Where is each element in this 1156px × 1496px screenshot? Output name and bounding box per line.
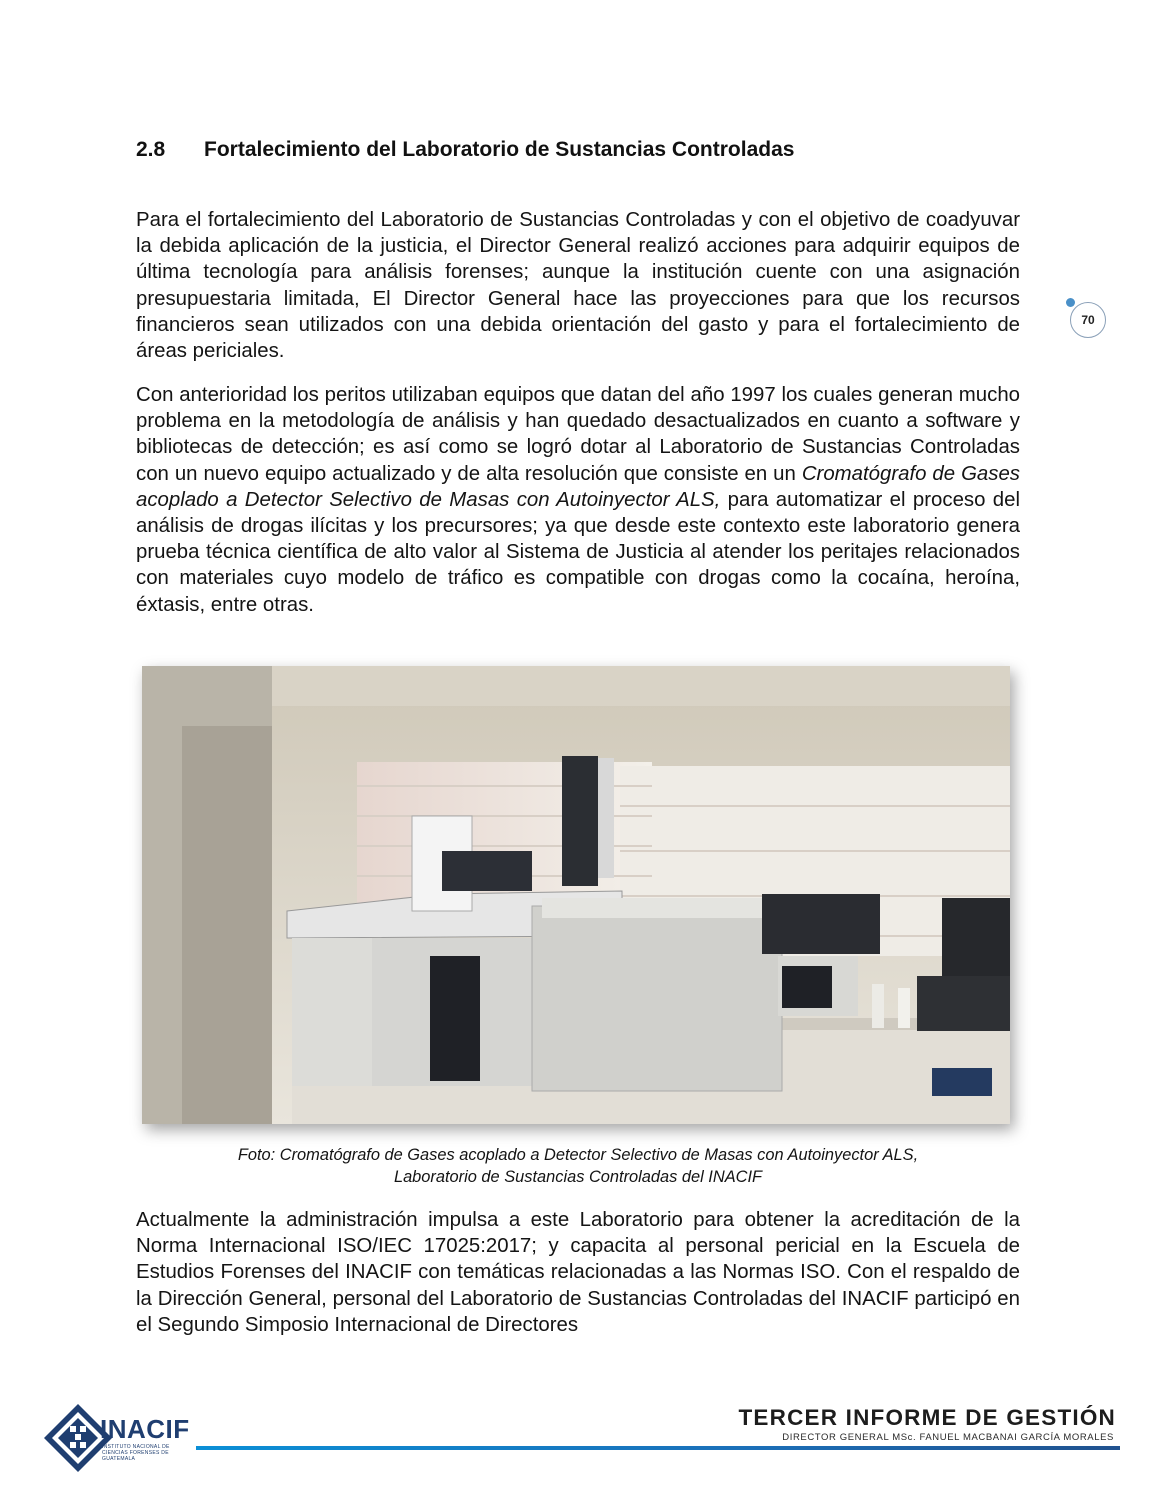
paragraph-3: Actualmente la administración impulsa a este Laboratorio para obtener la acreditación de la Norma Internacional ISO/IEC 17025:2017; y capacita al personal pericial en la Escuela de Estudios Forenses del INACIF con temáticas relacionadas a las Normas ISO. Con el respaldo de la Dirección General, personal del Laboratorio de Sustancias Controladas del INACIF participó en el Segundo Simposio Internacional de Directores bbox=[136, 1209, 1020, 1336]
gc-ms-instrument-illustration bbox=[142, 666, 1010, 1124]
paragraph-2-text-a: Con anterioridad los peritos utilizaban equipos que datan del año 1997 los cuales generan mucho problema en la metodología de análisis y han quedado desactualizados en cuanto a software y bibliotecas de detección; es así como se logró dotar al Laboratorio de Sustancias Controladas con un nuevo equipo actualizado y de alta resolución que consiste en un bbox=[136, 384, 1020, 485]
paragraph-1: Para el fortalecimiento del Laboratorio de Sustancias Controladas y con el objetivo de coadyuvar la debida aplicación de la justicia, el Director General realizó acciones para adquirir equipos de última tecnología para análisis forenses; aunque la institución cuente con una asignación presupuestaria limitada, El Director General hace las proyecciones para que los recursos financieros sean utilizados con una debida orientación del gasto y para el fortalecimiento de áreas periciales. bbox=[136, 209, 1020, 363]
paragraph-2-equipment-name: Cromatógrafo de Gases acoplado a Detector Selectivo de Masas con Autoinyector ALS, bbox=[136, 462, 1021, 511]
paragraph-2-text-b: para automatizar el proceso del análisis de drogas ilícitas y los precursores; ya que desde este contexto este laboratorio genera prueba técnica científica de alto valor al Sistema de Justicia al atender los peritajes relacionados con materiales cuyo modelo de tráfico es compatible con drogas como la cocaína, heroína, éxtasis, entre otras. bbox=[136, 488, 1020, 616]
section-number: 2.8 bbox=[136, 138, 166, 161]
footer-title: TERCER INFORME DE GESTIÓN bbox=[738, 1405, 1116, 1430]
section-title: Fortalecimiento del Laboratorio de Sustancias Controladas bbox=[204, 138, 795, 161]
page-badge-dot bbox=[1066, 298, 1075, 307]
footer-subtitle: DIRECTOR GENERAL MSc. FANUEL MACBANAI GARCÍA MORALES bbox=[782, 1432, 1114, 1443]
footer-divider bbox=[196, 1446, 1120, 1450]
photo-caption bbox=[136, 1144, 1020, 1188]
caption-line-2: Laboratorio de Sustancias Controladas del INACIF bbox=[393, 1168, 763, 1186]
section-heading bbox=[136, 138, 1026, 162]
lab-equipment-photo bbox=[142, 666, 1010, 1124]
caption-line-1: Foto: Cromatógrafo de Gases acoplado a Detector Selectivo de Masas con Autoinyector ALS, bbox=[237, 1146, 919, 1164]
logo-text: INACIF bbox=[100, 1414, 190, 1444]
logo-subtext: INSTITUTO NACIONAL DE CIENCIAS FORENSES DE GUATEMALA bbox=[102, 1444, 170, 1462]
paragraph-2 bbox=[136, 382, 1020, 618]
page-number: 70 bbox=[1070, 302, 1106, 338]
